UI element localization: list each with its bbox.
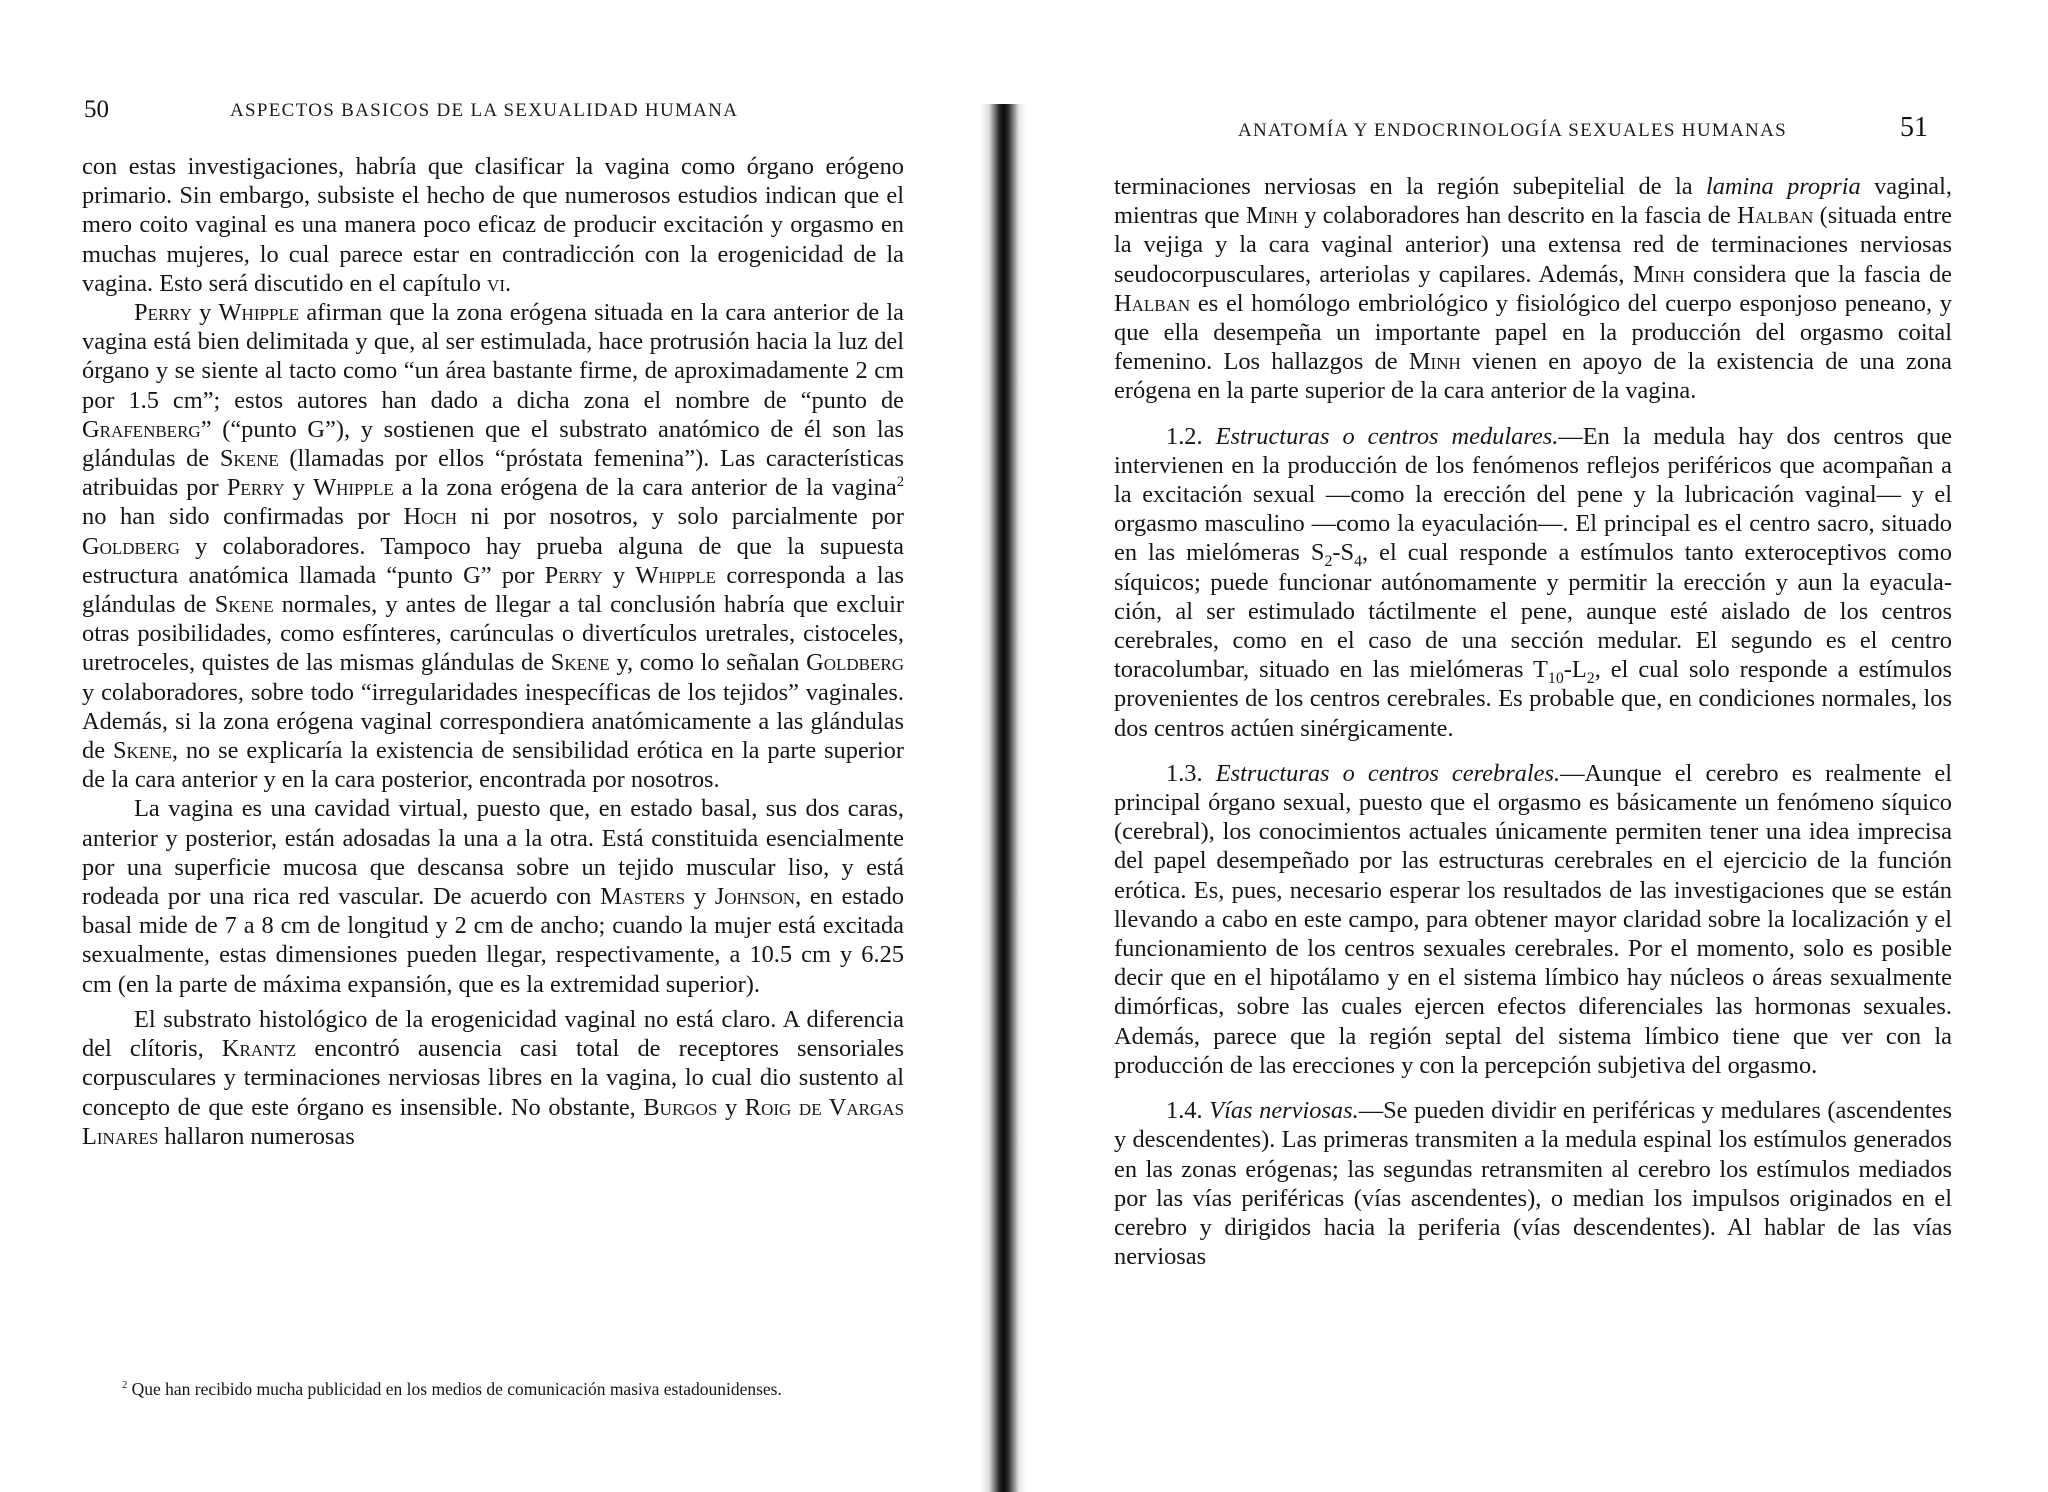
body-text <box>82 152 904 1151</box>
section-number: 1.2. <box>1166 422 1203 450</box>
running-head: ASPECTOS BASICOS DE LA SEXUALIDAD HUMANA <box>230 100 739 121</box>
section-1-4: 1.4. Vías nerviosas.—Se pueden dividir en periféricas y medulares (ascendentes y descendentes). Las primeras transmiten a la medula espinal los estímulos generados en las zonas erógenas; las segundas retransmiten al cerebro los estímulos mediados por las vías periféricas (vías ascendentes), o median los impulsos originados en el cerebro y dirigidos hacia la periferia (vías descendentes). Al hablar de las vías nerviosas <box>1114 1097 1952 1271</box>
paragraph: Perry y Whipple afirman que la zona erógena situada en la cara anterior de la vagina está bien delimitada y que, al ser estimulada, hace protrusión hacia la luz del órgano y se siente al tacto como “un área bastante firme, de aproximadamente 2 cm por 1.5 cm”; estos autores han dado a dicha zona el nombre de “punto de Grafenberg” (“punto G”), y sostienen que el substrato anatómico de él son las glándulas de Skene (llamadas por ellos “próstata femenina”). Las características atribuidas por Perry y Whipple a la zona erógena de la cara anterior de la vagina$^2$ no han sido confirmadas por Hoch ni por nosotros, y solo parcialmente por Goldberg y colaboradores. Tampoco hay prueba alguna de que la supuesta estructura anatómica llamada “punto G” por Perry y Whipple corresponda a las glándulas de Skene normales, y antes de llegar a tal conclusión habría que excluir otras posibilidades, como esfínteres, carúnculas o divertículos uretrales, cistoceles, uretroceles, quistes de las mismas glándulas de Skene y, como lo señalan Goldberg y colaboradores, sobre todo “irregularidades inespecíficas de los tejidos” vaginales. Además, si la zona erógena vaginal correspondiera anatómicamente a las glándulas de Skene, no se explicaría la existencia de sensibilidad erótica en la parte superior de la cara anterior y en la cara posterior, encontrada por nosotros. <box>82 299 905 794</box>
page-number: 51 <box>1900 112 1928 143</box>
footnote: $^2$ Que han recibido mucha publicidad en los medios de comunicación masiva estadounidenses. <box>122 1379 782 1399</box>
section-1-2: 1.2. Estructuras o centros medulares.—En la medula hay dos centros que intervienen en la producción de los fenómenos reflejos periféricos que acompañan a la excitación sexual —como la erección del pene y la lubricación vaginal— y el orgasmo masculino —como la eyaculación—. El principal es el centro sacro, situado en las mielómeras $S_2-S_4$, el cual responde a estímulos tanto exteroceptivos como síquicos; puede funcionar autónomamente y permitir la erección y aun la eyaculación, al ser estimulado táctilmente el pene, aunque esté aislado de los centros cerebrales, como en el caso de una sección medular. El segundo es el centro toracolumbar, situado en las mielómeras $T_{10}-L_2$, el cual solo responde a estímulos provenientes de los centros cerebrales. Es probable que, en condiciones normales, los dos centros actúen sinérgicamente. <box>1114 422 1952 742</box>
paragraph: terminaciones nerviosas en la región subepitelial de la lamina propria vaginal, mientras que Minh y colaboradores han descrito en la fascia de Halban (situada entre la vejiga y la cara vaginal anterior) una extensa red de terminaciones nerviosas seudocorpusculares, arteriolas y capilares. Además, Minh considera que la fascia de Halban es el homólogo embriológico y fisiológico del cuerpo esponjoso peneano, y que ella desempeña un importante papel en la producción del orgasmo coital femenino. Los hallazgos de Minh vienen en apoyo de la existencia de una zona erógena en la parte superior de la cara anterior de la vagina. <box>1114 173 1953 405</box>
section-title: Estructuras o centros medulares. <box>1215 422 1559 450</box>
footnote-marker: 2 <box>122 1380 128 1392</box>
section-title: Vías nerviosas. <box>1209 1097 1359 1125</box>
section-title: Estructuras o centros cerebrales. <box>1215 759 1561 787</box>
section-number: 1.3. <box>1166 759 1203 787</box>
footnote-reference: 2 <box>896 474 905 491</box>
paragraph: con estas investigaciones, habría que clasificar la vagina como órgano erógeno primario. Sin embargo, subsiste el hecho de que numerosos estudios indican que el mero coito vaginal es una manera poco eficaz de producir excitación y orgasmo en muchas mujeres, lo cual parece estar en contradicción con la erogenicidad de la vagina. Esto será discutido en el capítulo vi. <box>82 153 904 297</box>
section-1-3: 1.3. Estructuras o centros cerebrales.—Aunque el cerebro es realmente el principal órgano sexual, puesto que el orgasmo es básicamente un fenómeno síquico (cerebral), los conocimientos actuales únicamente permiten tener una idea imprecisa del papel desempeñado por las estructuras cerebrales en el ejercicio de la función erótica. Es, pues, necesario esperar los resultados de las investigaciones que se están llevando a cabo en este campo, para obtener mayor claridad sobre la localización y el funcionamiento de los centros sexuales cerebrales. Por el momento, solo es posible decir que en el hipotálamo y en el sistema límbico hay núcleos o áreas sexualmente dimórficas, sobre las cuales ejercen efectos diferenciales las hormonas sexuales. Además, parece que la región septal del sistema límbico tiene que ver con la producción de las erecciones y con la percepción subjetiva del orgasmo. <box>1114 759 1952 1079</box>
body-text <box>1114 172 1952 1271</box>
section-number: 1.4. <box>1166 1097 1203 1125</box>
right-page <box>1020 0 2048 1492</box>
paragraph: La vagina es una cavidad virtual, puesto que, en estado basal, sus dos caras, anterior y posterior, están adosadas la una a la otra. Está constituida esencialmente por una superficie mucosa que descansa sobre un tejido muscular liso, y está rodeada por una rica red vascular. De acuerdo con Masters y Johnson, en estado basal mide de 7 a 8 cm de longitud y 2 cm de ancho; cuando la mujer está excitada sexualmente, estas dimensiones pueden llegar, respectivamente, a 10.5 cm y 6.25 cm (en la parte de máxima expansión, que es la extremidad superior). <box>82 795 904 998</box>
left-page <box>0 0 990 1492</box>
page-number: 50 <box>84 96 109 123</box>
running-head: ANATOMÍA Y ENDOCRINOLOGÍA SEXUALES HUMANAS <box>1238 120 1787 141</box>
paragraph: El substrato histológico de la erogenicidad vaginal no está claro. A diferencia del clítoris, Krantz encontró ausencia casi total de receptores sensoriales corpusculares y terminaciones nerviosas libres en la vagina, lo cual dio sustento al concepto de que este órgano es insensible. No obstante, Burgos y Roig de Vargas Linares hallaron numerosas <box>82 1005 905 1150</box>
